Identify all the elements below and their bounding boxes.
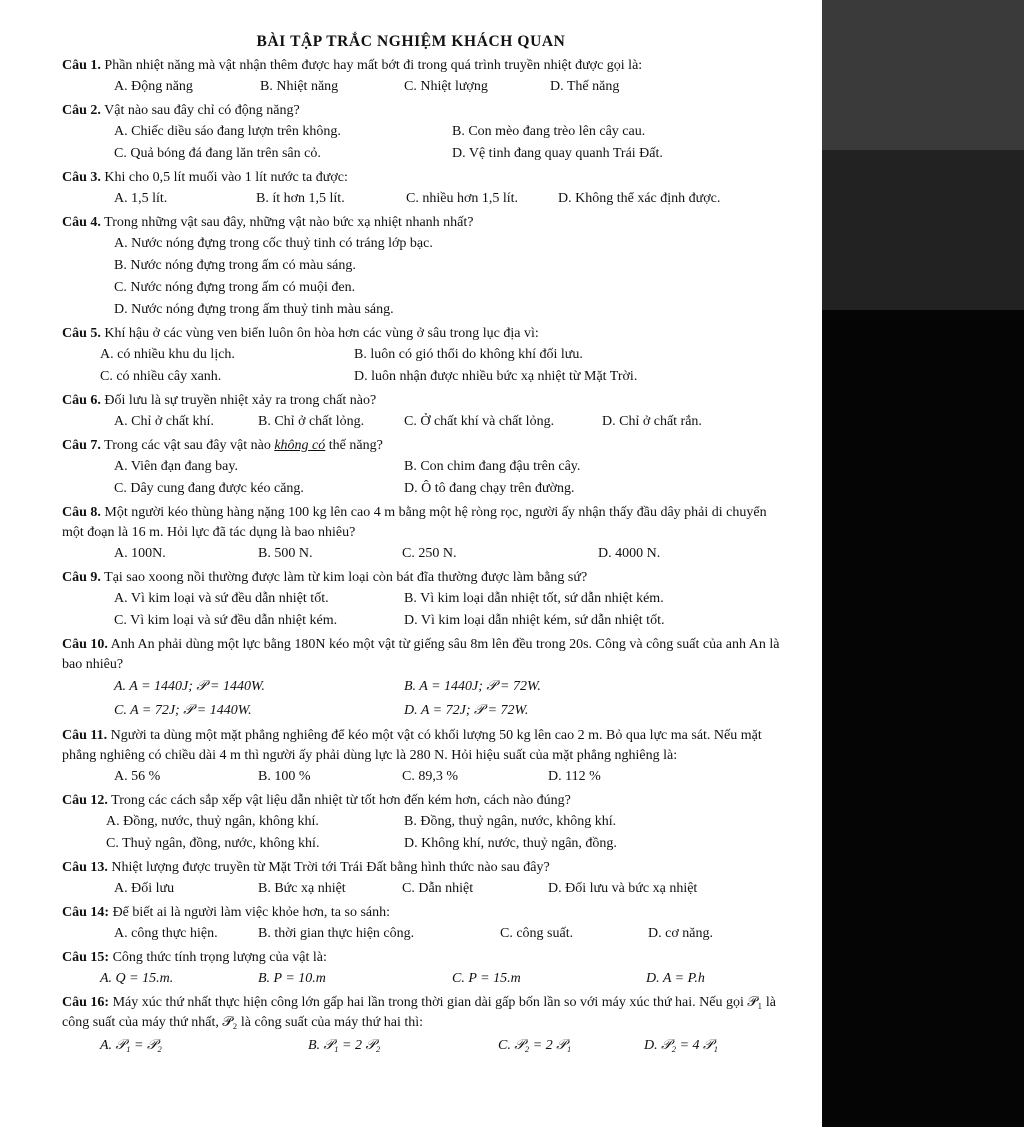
option-d: D. cơ năng.: [648, 926, 713, 941]
option-b: B. thời gian thực hiện công.: [258, 926, 415, 941]
question-number: Câu 16:: [62, 995, 110, 1010]
option-a: A. Q = 15.m.: [100, 971, 174, 986]
question-text: Tại sao xoong nồi thường được làm từ kim loại còn bát đĩa thường được làm bằng sứ?: [104, 570, 588, 585]
option-d: D. A = 72J; 𝒫 = 72W.: [404, 703, 529, 718]
option-d: D. Đối lưu và bức xạ nhiệt: [548, 881, 698, 896]
option-b: B. Bức xạ nhiệt: [258, 881, 346, 896]
option-d: D. luôn nhận được nhiều bức xạ nhiệt từ Mặt Trời.: [354, 369, 638, 384]
option-b: B. Vì kim loại dẫn nhiệt tốt, sứ dẫn nhiệt kém.: [404, 591, 664, 606]
option-d: D. Ô tô đang chạy trên đường.: [404, 481, 575, 496]
option-a: A. Đối lưu: [114, 881, 175, 896]
question-15: [62, 948, 782, 990]
question-3: [62, 168, 782, 210]
question-number: Câu 15:: [62, 950, 110, 965]
question-5: [62, 324, 782, 388]
option-a: A. có nhiều khu du lịch.: [100, 347, 235, 362]
question-text: Người ta dùng một mặt phẳng nghiêng để kéo một vật có khối lượng 50 kg lên cao 2 m. Bỏ qua lực ma sát. Nếu mặt phẳng nghiêng có chiều dài 4 m thì người ấy phải dùng lực là 280 N. Hỏi hiệu suất của mặt phẳng nghiêng là:: [62, 728, 762, 763]
option-a: A. Nước nóng đựng trong cốc thuỷ tinh có tráng lớp bạc.: [114, 236, 433, 251]
option-a: A. 𝒫₁ = 𝒫₂: [100, 1038, 162, 1053]
option-c: C. Vì kim loại và sứ đều dẫn nhiệt kém.: [114, 613, 338, 628]
option-c: C. có nhiều cây xanh.: [100, 369, 222, 384]
question-number: Câu 12.: [62, 793, 108, 808]
option-c: C. Dây cung đang được kéo căng.: [114, 481, 304, 496]
question-text: Phần nhiệt năng mà vật nhận thêm được hay mất bớt đi trong quá trình truyền nhiệt được gọi là:: [104, 58, 643, 73]
option-c: C. Thuỷ ngân, đồng, nước, không khí.: [106, 836, 320, 851]
question-text-before: Trong các vật sau đây vật nào: [104, 438, 275, 453]
question-13: [62, 858, 782, 900]
question-text: Khí hậu ở các vùng ven biển luôn ôn hòa hơn các vùng ở sâu trong lục địa vì:: [104, 326, 539, 341]
question-text: Khi cho 0,5 lít muối vào 1 lít nước ta được:: [104, 170, 348, 185]
option-b: B. Con mèo đang trèo lên cây cau.: [452, 124, 646, 139]
option-b: B. Nước nóng đựng trong ấm có màu sáng.: [114, 258, 356, 273]
question-6: [62, 391, 782, 433]
question-11: [62, 726, 782, 788]
option-d: D. Vì kim loại dẫn nhiệt kém, sứ dẫn nhiệt tốt.: [404, 613, 665, 628]
option-d: D. 112 %: [548, 769, 601, 784]
question-number: Câu 5.: [62, 326, 101, 341]
option-b: B. Nhiệt năng: [260, 79, 339, 94]
question-10: [62, 635, 782, 723]
option-a: A. Vì kim loại và sứ đều dẫn nhiệt tốt.: [114, 591, 329, 606]
option-a: A. Động năng: [114, 79, 193, 94]
question-text: Anh An phải dùng một lực bằng 180N kéo một vật từ giếng sâu 8m lên đều trong 20s. Công và công suất của anh An là bao nhiêu?: [62, 637, 780, 672]
question-1: [62, 56, 782, 98]
question-number: Câu 14:: [62, 905, 110, 920]
question-list: [62, 56, 782, 1062]
question-8: [62, 503, 782, 565]
option-d: D. Thế năng: [550, 79, 620, 94]
option-d: D. Không thể xác định được.: [558, 191, 721, 206]
option-a: A. 100N.: [114, 546, 166, 561]
option-c: C. 250 N.: [402, 546, 457, 561]
question-number: Câu 10.: [62, 637, 108, 652]
option-d: D. 𝒫₂ = 4 𝒫₁: [644, 1038, 718, 1053]
option-d: D. 4000 N.: [598, 546, 661, 561]
question-12: [62, 791, 782, 855]
question-2: [62, 101, 782, 165]
option-c: C. P = 15.m: [452, 971, 521, 986]
option-d: D. Vệ tinh đang quay quanh Trái Đất.: [452, 146, 663, 161]
question-number: Câu 9.: [62, 570, 101, 585]
option-c: C. Ở chất khí và chất lỏng.: [404, 414, 555, 429]
option-b: B. Con chim đang đậu trên cây.: [404, 459, 581, 474]
option-a: A. 56 %: [114, 769, 161, 784]
option-b: B. ít hơn 1,5 lít.: [256, 191, 345, 206]
question-16: [62, 993, 782, 1059]
option-b: B. Chỉ ở chất lỏng.: [258, 414, 365, 429]
option-c: C. Quả bóng đá đang lăn trên sân cỏ.: [114, 146, 321, 161]
question-number: Câu 13.: [62, 860, 108, 875]
option-d: D. Nước nóng đựng trong ấm thuỷ tinh màu sáng.: [114, 302, 394, 317]
question-number: Câu 6.: [62, 393, 101, 408]
option-a: A. Chỉ ở chất khí.: [114, 414, 214, 429]
option-a: A. Chiếc diều sáo đang lượn trên không.: [114, 124, 341, 139]
option-b: B. 𝒫₁ = 2 𝒫₂: [308, 1038, 381, 1053]
question-number: Câu 11.: [62, 728, 108, 743]
dark-background-margin: [822, 0, 1024, 1127]
question-text: Một người kéo thùng hàng nặng 100 kg lên cao 4 m bằng một hệ ròng rọc, người ấy nhận thấy đầu dây phải di chuyển một đoạn là 16 m. Hỏi lực đã tác dụng là bao nhiêu?: [62, 505, 767, 540]
option-b: B. A = 1440J; 𝒫 = 72W.: [404, 679, 541, 694]
question-number: Câu 8.: [62, 505, 101, 520]
option-d: D. Chỉ ở chất rắn.: [602, 414, 702, 429]
option-c: C. nhiều hơn 1,5 lít.: [406, 191, 519, 206]
option-c: C. 𝒫₂ = 2 𝒫₁: [498, 1038, 572, 1053]
question-text: Vật nào sau đây chỉ có động năng?: [104, 103, 300, 118]
option-b: B. Đồng, thuỷ ngân, nước, không khí.: [404, 814, 617, 829]
option-b: B. P = 10.m: [258, 971, 326, 986]
option-c: C. Dẫn nhiệt: [402, 881, 474, 896]
option-a: A. công thực hiện.: [114, 926, 218, 941]
option-a: A. Đồng, nước, thuỷ ngân, không khí.: [106, 814, 319, 829]
question-number: Câu 1.: [62, 58, 101, 73]
option-c: C. A = 72J; 𝒫 = 1440W.: [114, 703, 252, 718]
question-text-underlined: không có: [274, 438, 326, 453]
question-4: [62, 213, 782, 321]
question-text: Nhiệt lượng được truyền từ Mặt Trời tới Trái Đất bằng hình thức nào sau đây?: [111, 860, 550, 875]
option-b: B. 500 N.: [258, 546, 313, 561]
question-text: Công thức tính trọng lượng của vật là:: [112, 950, 327, 965]
option-c: C. Nhiệt lượng: [404, 79, 488, 94]
question-number: Câu 3.: [62, 170, 101, 185]
question-text: Máy xúc thứ nhất thực hiện công lớn gấp hai lần trong thời gian dài gấp bốn lần so với máy xúc thứ hai. Nếu gọi 𝒫₁ là công suất của máy thứ nhất, 𝒫₂ là công suất của máy thứ hai thì:: [62, 995, 776, 1030]
question-stem: [62, 56, 782, 76]
option-a: A. Viên đạn đang bay.: [114, 459, 238, 474]
option-a: A. A = 1440J; 𝒫 = 1440W.: [114, 679, 265, 694]
page-title: BÀI TẬP TRẮC NGHIỆM KHÁCH QUAN: [256, 33, 566, 50]
option-b: B. luôn có gió thổi do không khí đối lưu.: [354, 347, 583, 362]
option-d: D. Không khí, nước, thuỷ ngân, đồng.: [404, 836, 617, 851]
option-d: D. A = P.h: [646, 971, 705, 986]
option-c: C. Nước nóng đựng trong ấm có muội đen.: [114, 280, 356, 295]
question-text: Để biết ai là người làm việc khỏe hơn, ta so sánh:: [112, 905, 390, 920]
question-7: [62, 436, 782, 500]
question-number: Câu 4.: [62, 215, 101, 230]
question-text-after: thế năng?: [325, 438, 383, 453]
question-number: Câu 7.: [62, 438, 101, 453]
question-number: Câu 2.: [62, 103, 101, 118]
option-a: A. 1,5 lít.: [114, 191, 168, 206]
question-text: Đối lưu là sự truyền nhiệt xảy ra trong chất nào?: [104, 393, 377, 408]
option-c: C. 89,3 %: [402, 769, 458, 784]
question-9: [62, 568, 782, 632]
question-text: Trong các cách sắp xếp vật liệu dẫn nhiệt từ tốt hơn đến kém hơn, cách nào đúng?: [111, 793, 571, 808]
option-b: B. 100 %: [258, 769, 311, 784]
option-c: C. công suất.: [500, 926, 574, 941]
question-text: Trong những vật sau đây, những vật nào bức xạ nhiệt nhanh nhất?: [104, 215, 474, 230]
question-14: [62, 903, 782, 945]
